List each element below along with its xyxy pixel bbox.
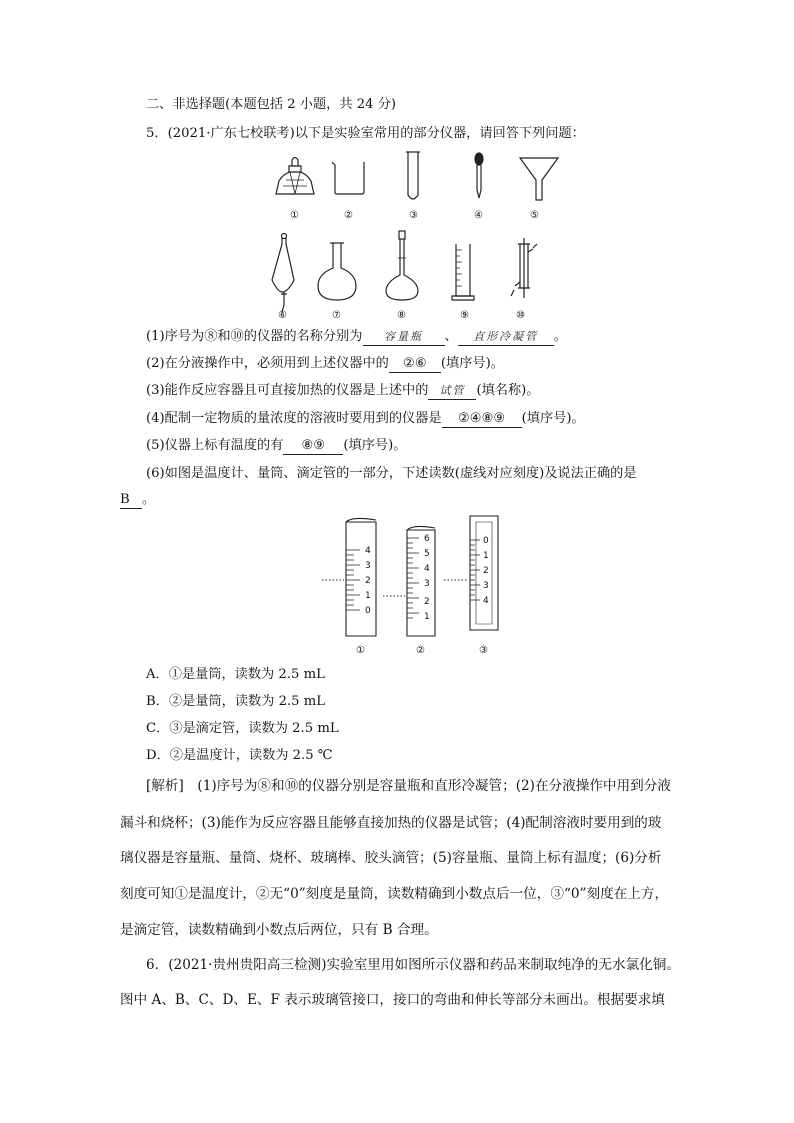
scale1-tick: 0: [365, 606, 371, 616]
scale2-tick: 5: [424, 549, 430, 559]
scale1-tick: 3: [365, 561, 371, 571]
figure-label-2: ②: [344, 210, 353, 221]
option-a: A．①是量筒，读数为 2.5 mL: [146, 667, 325, 682]
q5-part1-end: 。: [553, 329, 567, 344]
figure-label-9: ⑨: [460, 310, 469, 321]
figure-label-6: ⑥: [278, 310, 287, 321]
scale3-tick: 3: [483, 581, 489, 591]
q5-part4-suffix: (填序号)。: [521, 411, 585, 426]
q5-part5-prefix: (5)仪器上标有温度的有: [146, 438, 284, 453]
scale1-tick: 2: [365, 576, 371, 586]
figure-label-1: ①: [290, 210, 299, 221]
scale2-tick: 2: [424, 597, 430, 607]
figure-label-5: ⑤: [530, 210, 539, 221]
q5-part6: (6)如图是温度计、量筒、滴定管的一部分，下述读数(虚线对应刻度)及说法正确的是: [146, 466, 637, 481]
analysis-line: 是滴定管，读数精确到小数点后两位，只有 B 合理。: [120, 922, 438, 938]
q5-part2-prefix: (2)在分液操作中，必须用到上述仪器中的: [146, 356, 389, 371]
scale1-label: ①: [356, 645, 365, 656]
analysis-line: 刻度可知①是温度计，②无“0”刻度是量筒，读数精确到小数点后一位，③“0”刻度在上方，: [120, 886, 669, 902]
option-d: D．②是温度计，读数为 2.5 ℃: [146, 748, 333, 763]
figure-label-8: ⑧: [397, 310, 406, 321]
scale1-tick: 4: [365, 546, 371, 556]
q5-part3-suffix: (填名称)。: [476, 383, 540, 398]
scale3-tick: 2: [483, 566, 489, 576]
scale2-label: ②: [416, 645, 425, 656]
q5-part6-answer: B: [120, 492, 130, 507]
q5-part1-answer-a: 容量瓶: [384, 330, 423, 343]
q5-part4-prefix: (4)配制一定物质的量浓度的溶液时要用到的仪器是: [146, 411, 442, 426]
q5-stem: 5．(2021·广东七校联考)以下是实验室常用的部分仪器，请回答下列问题：: [146, 126, 585, 141]
analysis-line: 璃仪器是容量瓶、量筒、烧杯、玻璃棒、胶头滴管；(5)容量瓶、量筒上标有温度；(6)分析: [120, 850, 662, 866]
q5-part4-answer: ②④⑧⑨: [457, 411, 506, 426]
q5-part2-suffix: (填序号)。: [440, 356, 504, 371]
q5-part2-answer: ②⑥: [403, 356, 427, 371]
scale2-tick: 3: [424, 579, 430, 589]
figure-label-10: ⑩: [516, 310, 525, 321]
option-b: B．②是量筒，读数为 2.5 mL: [146, 694, 325, 709]
scale3-tick: 0: [483, 536, 489, 546]
q5-part5-suffix: (填序号)。: [343, 438, 407, 453]
scale3-tick: 4: [483, 596, 489, 606]
scale3-tick: 1: [483, 551, 489, 561]
scale1-body: [346, 522, 376, 636]
q5-part5-answer: ⑧⑨: [301, 438, 326, 453]
scale1-tick: 1: [365, 591, 371, 601]
q6-line: 图中 A、B、C、D、E、F 表示玻璃管接口，接口的弯曲和伸长等部分未画出。根据要求填: [120, 992, 665, 1008]
scale2-tick: 4: [424, 564, 430, 574]
q5-part3-prefix: (3)能作反应容器且可直接加热的仪器是上述中的: [146, 383, 429, 398]
scale3-label: ③: [479, 645, 488, 656]
option-c: C．③是滴定管，读数为 2.5 mL: [146, 721, 339, 736]
q5-part1-prefix: (1)序号为⑧和⑩的仪器的名称分别为: [146, 329, 363, 344]
section-title: 二、非选择题(本题包括 2 小题，共 24 分): [146, 97, 397, 112]
q5-part6-end: 。: [142, 492, 156, 507]
q5-part1-sep: 、: [444, 329, 458, 344]
analysis-line: [解析] (1)序号为⑧和⑩的仪器分别是容量瓶和直形冷凝管；(2)在分液操作中用到分液: [146, 778, 671, 794]
scale2-tick: 1: [424, 612, 430, 622]
scale2-tick: 6: [424, 534, 430, 544]
analysis-line: 漏斗和烧杯；(3)能作为反应容器且能够直接加热的仪器是试管；(4)配制溶液时要用到的玻: [120, 815, 662, 831]
q5-part1-answer-b: 直形冷凝管: [473, 330, 539, 343]
figure-label-7: ⑦: [332, 310, 341, 321]
figure-label-3: ③: [409, 210, 418, 221]
q6-line: 6．(2021·贵州贵阳高三检测)实验室里用如图所示仪器和药品来制取纯净的无水氯化铜。: [146, 957, 680, 973]
figure-label-4: ④: [474, 210, 483, 221]
q5-part3-answer: 试管: [439, 384, 466, 397]
